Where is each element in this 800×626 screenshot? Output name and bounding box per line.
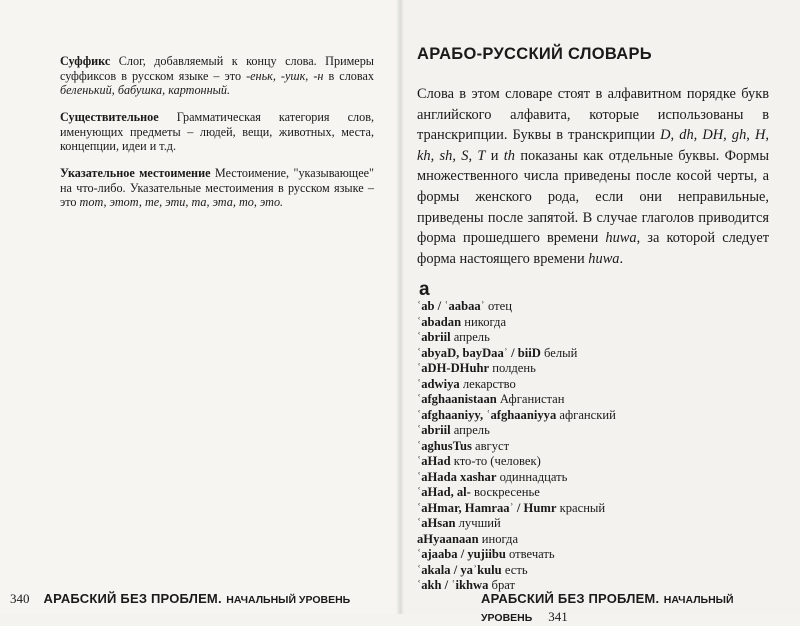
entry-meaning: красный [556, 500, 606, 515]
glossary-definition-cont: в словах [323, 68, 374, 83]
entry-word: ʿaghusTus [417, 438, 472, 453]
entry-word: ʿaDH-DHuhr [417, 361, 490, 376]
running-subtitle: НАЧАЛЬНЫЙ УРОВЕНЬ [481, 594, 734, 624]
entry-word: ʿaHada xashar [417, 469, 497, 484]
entry-meaning: одиннадцать [496, 469, 568, 484]
entry-word: ʿaHsan [417, 516, 456, 531]
glossary-entry-noun [60, 110, 374, 154]
entry-meaning: апрель [450, 423, 490, 438]
book-gutter [396, 0, 404, 614]
entry-word: ʿaHmar, Hamraaʾ / Humr [417, 500, 557, 515]
page-number: 341 [548, 609, 568, 624]
entry-word: ʿabriil [417, 330, 451, 345]
entry-word: ʿakala / yaʾkulu [417, 562, 502, 577]
dictionary-entry [417, 439, 769, 455]
running-subtitle: НАЧАЛЬНЫЙ УРОВЕНЬ [226, 594, 351, 606]
page-title: АРАБО-РУССКИЙ СЛОВАРЬ [417, 45, 652, 63]
right-footer [481, 590, 800, 626]
dictionary-intro [417, 84, 769, 269]
entry-meaning: иногда [478, 531, 519, 546]
dictionary-entry [417, 516, 769, 532]
entry-word: ʿadwiya [417, 376, 460, 391]
entry-meaning: белый [540, 345, 578, 360]
dictionary-entry [417, 470, 769, 486]
glossary-definition: Грамматическая категория слов, именующих предметы – людей, вещи, животных, места, концепции, идеи и т.д. [60, 110, 374, 154]
dictionary-entry [417, 532, 769, 548]
glossary-examples: тот, этот, те, эти, та, эта, то, это. [79, 195, 284, 210]
glossary-examples: -еньк, -ушк, -н [246, 68, 324, 83]
entry-word: ʿaHad, al- [417, 485, 471, 500]
dictionary-entry [417, 392, 769, 408]
entry-meaning: апрель [450, 330, 490, 345]
glossary-definition: Слог, добавляемый к концу слова. Примеры суффиксов в русском языке – это [60, 54, 374, 83]
entry-meaning: Афганистан [496, 392, 565, 407]
glossary-examples-words: беленький, бабушка, картонный. [60, 83, 231, 98]
entry-meaning: брат [488, 578, 516, 593]
entry-word: ʿaHad [417, 454, 451, 469]
dictionary-entry [417, 423, 769, 439]
glossary [60, 42, 374, 220]
entry-word: ʿafghaanistaan [417, 392, 497, 407]
dictionary-entry [417, 501, 769, 517]
dictionary-entry [417, 299, 769, 315]
dictionary-entry [417, 315, 769, 331]
dictionary-entry [417, 330, 769, 346]
running-title: АРАБСКИЙ БЕЗ ПРОБЛЕМ. [43, 591, 222, 606]
intro-text: показаны как отдельные буквы. Формы множественного числа приведены после косой черты, а формы женского рода, если они неправильные, приведены после запятой. В случае глаголов приводится форма прошедшего времени [417, 147, 769, 247]
intro-text: и [485, 147, 504, 164]
intro-huwa: huwa [588, 250, 620, 267]
entry-meaning: август [471, 438, 510, 453]
entry-meaning: есть [501, 562, 528, 577]
glossary-definition: Местоимение, "указывающее" на что-либо. Указательные местоимения в русском языке – это [60, 166, 374, 210]
intro-letters: D, dh, DH, gh, H, kh, sh, S, T [417, 127, 770, 164]
dictionary-entry [417, 485, 769, 501]
entry-word: aHyaanaan [417, 531, 479, 546]
entry-meaning: отвечать [505, 547, 555, 562]
entry-word: ʿakh / ʿikhwa [417, 578, 489, 593]
entry-meaning: воскресенье [470, 485, 540, 500]
intro-text: , за которой следует форма настоящего времени [417, 230, 769, 267]
glossary-entry-suffix [60, 54, 374, 98]
dictionary-entry [417, 454, 769, 470]
dictionary-entries [417, 299, 769, 594]
entry-word: ʿab / ʿaabaaʾ [417, 299, 485, 314]
intro-huwa: huwa [605, 230, 637, 247]
glossary-term: Суффикс [60, 54, 111, 69]
intro-text: . [619, 250, 624, 267]
glossary-term: Указательное местоимение [60, 166, 211, 181]
entry-meaning: лучший [455, 516, 501, 531]
left-footer [10, 590, 350, 608]
entry-word: ʿabyaD, bayDaaʾ / biiD [417, 345, 541, 360]
dictionary-entry [417, 408, 769, 424]
intro-letter-th: th [503, 147, 515, 164]
page-number: 340 [10, 591, 30, 606]
dictionary-entry [417, 377, 769, 393]
entry-meaning: афганский [556, 407, 616, 422]
dictionary-entry [417, 563, 769, 579]
entry-meaning: никогда [461, 314, 507, 329]
entry-meaning: отец [484, 299, 512, 314]
entry-word: ʿabadan [417, 314, 462, 329]
entry-meaning: лекарство [459, 376, 516, 391]
entry-meaning: кто-то (человек) [450, 454, 541, 469]
section-letter: a [419, 279, 430, 301]
intro-text: Слова в этом словаре стоят в алфавитном порядке букв английского алфавита, которые использованы в транскрипции. Буквы в транскрипции [417, 86, 769, 144]
running-title: АРАБСКИЙ БЕЗ ПРОБЛЕМ. [481, 591, 660, 606]
dictionary-entry [417, 361, 769, 377]
entry-word: ʿajaaba / yujiibu [417, 547, 506, 562]
entry-word: ʿafghaaniyy, ʿafghaaniyya [417, 407, 557, 422]
dictionary-entry [417, 346, 769, 362]
glossary-term: Существительное [60, 110, 159, 125]
dictionary-section [417, 45, 769, 594]
entry-word: ʿabriil [417, 423, 451, 438]
entry-meaning: полдень [489, 361, 536, 376]
glossary-entry-demonstrative [60, 166, 374, 210]
dictionary-entry [417, 547, 769, 563]
